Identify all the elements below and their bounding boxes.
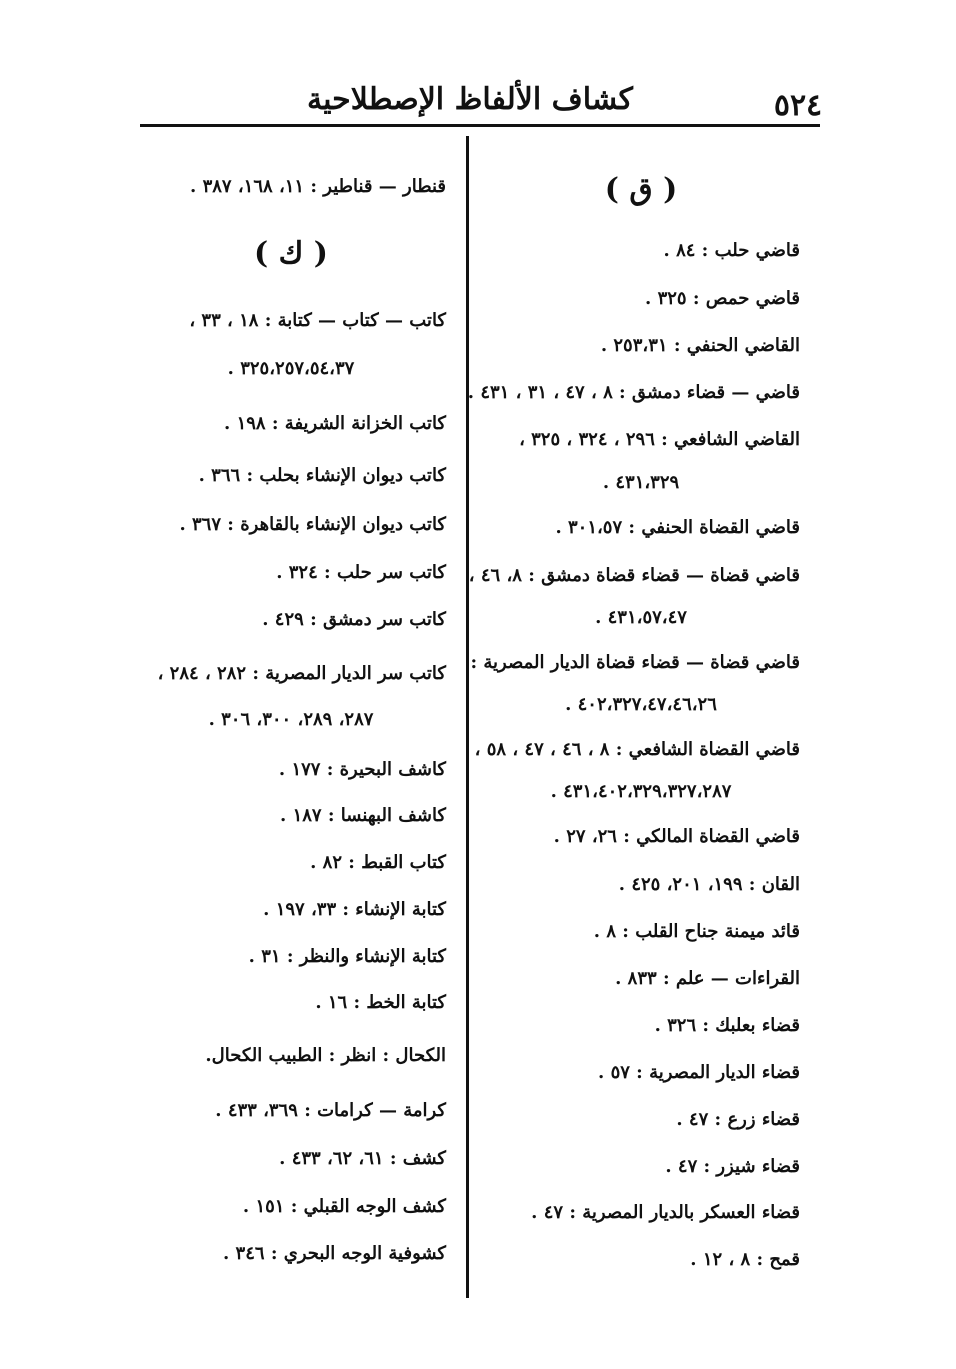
index-entry: قنطار — قناطير : ١١، ١٦٨، ٣٨٧ . — [190, 176, 446, 197]
index-entry: الكحال : انظر : الطبيب الكحال. — [205, 1045, 446, 1066]
index-entry-continuation: ٤٠٢،٣٢٧،٤٧،٤٦،٢٦ . — [565, 694, 717, 715]
column-divider — [466, 136, 469, 1298]
section-letter-kaf: ( ك ) — [253, 236, 328, 271]
index-entry: القراءات — علم : ٨٣٣ . — [615, 968, 800, 989]
index-entry: كاتب ديوان الإنشاء بحلب : ٣٦٦ . — [198, 465, 446, 486]
index-entry-continuation: ٤٣١،٤٠٢،٣٢٩،٣٢٧،٢٨٧ . — [550, 781, 732, 802]
index-entry: كرامة — كرامات : ٣٦٩، ٤٣٣ . — [215, 1100, 446, 1121]
index-entry: قاضي حمص : ٣٢٥ . — [645, 288, 800, 309]
index-entry: كاتب ديوان الإنشاء بالقاهرة : ٣٦٧ . — [179, 514, 446, 535]
index-entry: قاضي القضاة الشافعي : ٨ ، ٤٦ ، ٤٧ ، ٥٨ ، — [474, 739, 800, 760]
index-entry: كاتب سر حلب : ٣٢٤ . — [276, 562, 446, 583]
index-entry: قاضي قضاة — قضاء قضاة دمشق : ٨، ٤٦ ، — [468, 565, 800, 586]
index-entry: كاتب سر الديار المصرية : ٢٨٢ ، ٢٨٤ ، — [157, 663, 446, 684]
index-entry: كاتب الخزانة الشريفة : ١٩٨ . — [224, 413, 446, 434]
index-entry: كاشف البحيرة : ١٧٧ . — [278, 759, 446, 780]
index-entry: كاتب سر دمشق : ٤٢٩ . — [262, 609, 446, 630]
index-entry: قضاء العسكر بالديار المصرية : ٤٧ . — [531, 1202, 800, 1223]
index-entry: كتابة الإنشاء : ٣٣، ١٩٧ . — [263, 899, 446, 920]
index-entry: كاشف البهنسا : ١٨٧ . — [280, 805, 446, 826]
index-entry: قضاء الديار المصرية : ٥٧ . — [598, 1062, 800, 1083]
index-entry: كتابة الخط : ١٦ . — [315, 992, 446, 1013]
index-entry: القاضي الحنفي : ٢٥٣،٣١ . — [600, 335, 800, 356]
header-rule — [140, 124, 820, 127]
index-entry: القاضي الشافعي : ٢٩٦ ، ٣٢٤ ، ٣٢٥ ، — [519, 429, 800, 450]
index-entry: قمح : ٨ ، ١٢ . — [690, 1249, 800, 1270]
index-entry: قاضي حلب : ٨٤ . — [663, 240, 800, 261]
index-entry: قاضي القضاة المالكي : ٢٦، ٢٧ . — [553, 826, 800, 847]
index-entry: كشوفية الوجه البحري : ٣٤٦ . — [222, 1243, 446, 1264]
index-entry: قائد ميمنة جناح القلب : ٨ . — [593, 921, 800, 942]
index-entry: القان : ١٩٩، ٢٠١، ٤٢٥ . — [618, 874, 800, 895]
index-entry: كتابة الإنشاء والنظر : ٣١ . — [248, 946, 446, 967]
index-entry: قضاء زرع : ٤٧ . — [676, 1109, 800, 1130]
index-entry: قضاء بعلبك : ٣٢٦ . — [654, 1015, 800, 1036]
index-entry-continuation: ٤٣١،٣٢٩ . — [602, 472, 680, 493]
section-letter-qaf: ( ق ) — [604, 172, 678, 207]
index-entry-continuation: ٤٣١،٥٧،٤٧ . — [595, 607, 687, 628]
index-entry: كتاب القبط : ٨٢ . — [310, 852, 446, 873]
index-entry: كشف الوجه القبلي : ١٥١ . — [242, 1196, 446, 1217]
index-entry: قضاء شيزر : ٤٧ . — [665, 1156, 800, 1177]
index-entry-continuation: ٣٢٥،٢٥٧،٥٤،٣٧ . — [227, 358, 355, 379]
index-entry: قاضي — قضاء دمشق : ٨ ، ٤٧ ، ٣١ ، ٤٣١ . — [467, 382, 800, 403]
index-entry: كاتب — كتاب — كتابة : ١٨ ، ٣٣ ، — [189, 310, 446, 331]
running-title: كشاف الألفاظ الإصطلاحية — [307, 82, 633, 117]
page-number: ٥٢٤ — [773, 88, 823, 123]
index-entry: قاضي قضاة — قضاء قضاة الديار المصرية : — [470, 652, 800, 673]
index-entry: قاضي القضاة الحنفي : ٣٠١،٥٧ . — [555, 517, 800, 538]
index-entry: كشف : ٦١، ٦٢، ٤٣٣ . — [279, 1148, 446, 1169]
index-entry-continuation: ٢٨٧، ٢٨٩، ٣٠٠، ٣٠٦ . — [208, 709, 374, 730]
